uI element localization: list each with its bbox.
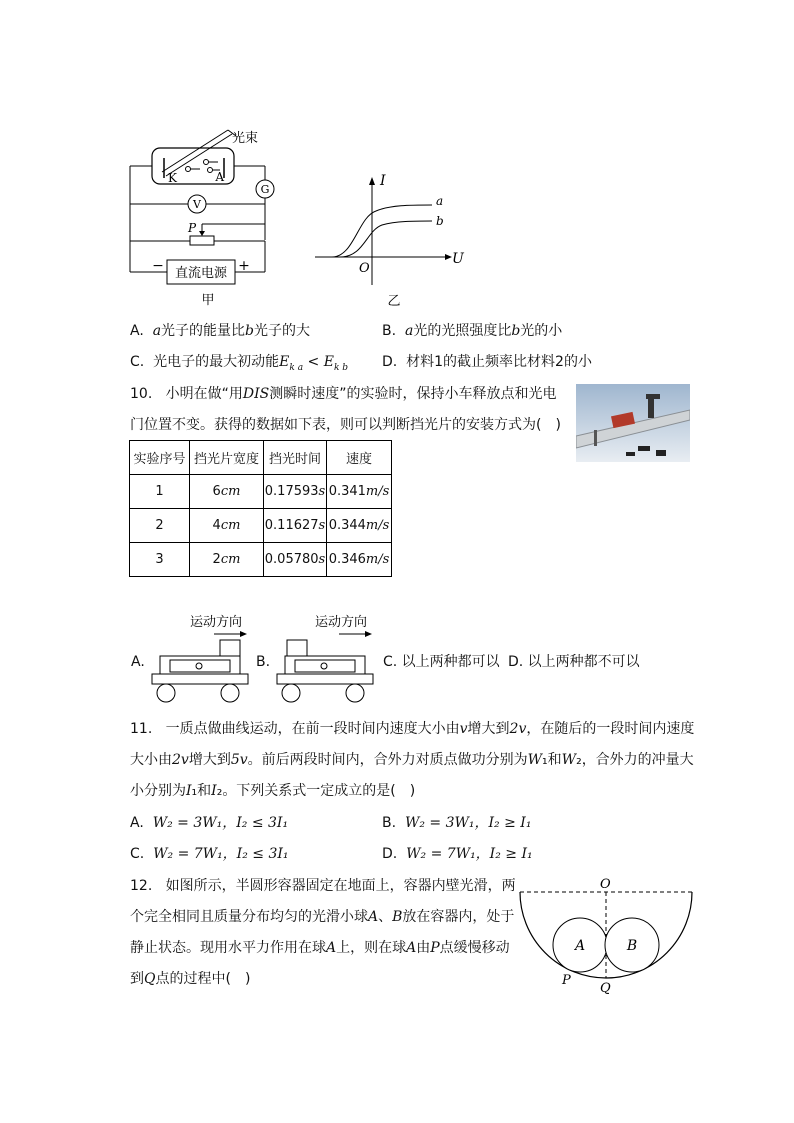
cell-width — [190, 475, 264, 509]
text: ，在随后的一段时间内速度 — [526, 721, 695, 737]
math: 5v — [230, 752, 248, 768]
text: 和 — [547, 752, 562, 768]
math: v — [459, 721, 468, 737]
option-text: 光子的大 — [254, 323, 311, 339]
q11-line-2 — [130, 751, 694, 769]
q10-line-1 — [130, 385, 557, 403]
voltmeter-label: V — [193, 198, 201, 211]
math: P — [430, 940, 440, 956]
text: 放在容器内，处于 — [402, 909, 515, 925]
text: 、 — [378, 909, 393, 925]
option-letter: D. — [382, 846, 398, 862]
plus-sign: + — [238, 258, 250, 274]
point-o-label: O — [600, 877, 611, 892]
q12-line-3 — [130, 939, 510, 957]
q11-option-c[interactable] — [130, 845, 289, 863]
text: 点缓慢移动 — [439, 940, 510, 956]
value: 0.11627 — [264, 518, 319, 533]
unit: s — [318, 552, 326, 567]
text: ，合外力的冲量大 — [581, 752, 694, 768]
text: 。下列关系式一定成立的是( ) — [222, 783, 416, 799]
ball-b-label: B — [626, 938, 638, 954]
option-text: 光的小 — [520, 323, 563, 339]
axis-i-label: I — [380, 173, 386, 189]
question-number: 10. — [130, 386, 153, 402]
text: 一质点做曲线运动，在前一段时间内速度大小由 — [165, 721, 460, 737]
cell-width — [190, 543, 264, 577]
header-cell: 挡光时间 — [264, 441, 327, 475]
math-e: E — [279, 354, 290, 370]
curve-a-label: a — [436, 194, 444, 208]
question-number: 11. — [130, 721, 153, 737]
math: A — [326, 940, 337, 956]
option-expression: W₂ = 3W₁，I₂ ≥ I₁ — [404, 815, 532, 831]
beam-label: 光束 — [232, 131, 259, 146]
q9-option-a[interactable] — [130, 322, 310, 340]
subscript: k b — [333, 362, 349, 373]
point-q-label: Q — [600, 981, 611, 996]
option-text: 光的光照强度比 — [413, 323, 512, 339]
q11-line-1 — [130, 720, 694, 738]
q12-line-1 — [130, 877, 516, 895]
text: 增大到 — [188, 752, 231, 768]
q10-line-2: 门位置不变。获得的数据如下表，则可以判断挡光片的安装方式为( ) — [130, 417, 561, 433]
table-header-row — [130, 441, 392, 475]
ball-a-label: A — [574, 938, 586, 954]
minus-sign: − — [152, 258, 164, 274]
unit: s — [318, 518, 326, 533]
cell-speed — [327, 509, 392, 543]
option-letter: B. — [382, 815, 397, 831]
math: 2v — [509, 721, 527, 737]
cell-time — [264, 475, 327, 509]
value: 2 — [212, 552, 221, 567]
cell-speed — [327, 543, 392, 577]
text: 静止状态。现用水平力作用在球 — [130, 940, 326, 956]
q11-option-b[interactable] — [382, 814, 531, 832]
cell-width — [190, 509, 264, 543]
unit: cm — [220, 518, 241, 533]
var-b: b — [511, 323, 521, 339]
q9-option-c[interactable] — [130, 353, 348, 377]
cell-index: 1 — [130, 475, 190, 509]
text: 上，则在球 — [336, 940, 407, 956]
text: 。前后两段时间内，合外力对质点做功分别为 — [247, 752, 528, 768]
math: I — [211, 783, 217, 799]
unit: m/s — [365, 518, 390, 533]
q11-line-3 — [130, 782, 415, 800]
value: 0.05780 — [264, 552, 319, 567]
math: W — [527, 752, 543, 768]
cell-speed — [327, 475, 392, 509]
text: 由 — [416, 940, 431, 956]
option-letter: B. — [382, 323, 397, 339]
cell-index: 3 — [130, 543, 190, 577]
subscript: ₂ — [576, 752, 582, 768]
table-row — [130, 543, 392, 577]
cell-time — [264, 509, 327, 543]
subscript: ₂ — [216, 783, 223, 799]
q10-option-b-letter[interactable]: B. — [256, 654, 271, 670]
header-cell: 速度 — [327, 441, 392, 475]
text: 点的过程中( ) — [155, 971, 251, 987]
power-label: 直流电源 — [174, 266, 228, 281]
q10-option-d[interactable]: D. 以上两种都不可以 — [508, 654, 640, 670]
q12-line-2 — [130, 908, 514, 926]
q11-option-a[interactable] — [130, 814, 288, 832]
axis-u-label: U — [452, 251, 464, 267]
text: 和 — [197, 783, 212, 799]
unit: s — [318, 484, 326, 499]
math: I — [186, 783, 192, 799]
anode-label: A — [215, 170, 224, 184]
question-number: 12. — [130, 878, 153, 894]
q10-option-a-letter[interactable]: A. — [131, 654, 145, 670]
text: 如图所示，半圆形容器固定在地面上，容器内壁光滑，两 — [165, 878, 516, 894]
text: 测瞬时速度”的实验时，保持小车释放点和光电 — [269, 386, 557, 402]
caption-jia: 甲 — [201, 293, 215, 308]
unit: m/s — [365, 552, 390, 567]
dis-apparatus-photo — [576, 384, 690, 462]
text: 大小由 — [130, 752, 172, 768]
text: 到 — [130, 971, 144, 987]
value: 4 — [212, 518, 221, 533]
iu-graph-figure — [310, 165, 480, 310]
value: 6 — [212, 484, 221, 499]
subscript: k a — [289, 362, 304, 373]
value: 0.17593 — [264, 484, 319, 499]
math: B — [392, 909, 403, 925]
option-letter: D. — [382, 354, 398, 370]
value: 0.346 — [328, 552, 366, 567]
caption-yi: 乙 — [387, 294, 401, 309]
header-cell: 挡光片宽度 — [190, 441, 264, 475]
option-expression: W₂ = 7W₁，I₂ ≥ I₁ — [406, 846, 533, 862]
unit: cm — [220, 484, 241, 499]
table-row — [130, 509, 392, 543]
math: A — [368, 909, 379, 925]
direction-label: 运动方向 — [190, 615, 243, 630]
math: 2v — [172, 752, 189, 768]
cathode-label: K — [168, 171, 177, 185]
point-p-label: P — [562, 973, 571, 988]
q12-line-4 — [130, 970, 250, 988]
text: 个完全相同且质量分布均匀的光滑小球 — [130, 909, 368, 925]
less-than: < — [303, 354, 324, 370]
var-a: a — [152, 323, 162, 339]
dis-term: DIS — [242, 386, 270, 402]
option-text: 材料1的截止频率比材料2的小 — [406, 354, 592, 370]
curve-b-label: b — [436, 214, 444, 228]
option-text: 光电子的最大初动能 — [153, 354, 280, 370]
measurement-table — [129, 440, 392, 577]
unit: m/s — [365, 484, 390, 499]
unit: cm — [220, 552, 241, 567]
value: 0.344 — [328, 518, 366, 533]
option-letter: C. — [130, 354, 145, 370]
hemisphere-container-figure — [510, 872, 700, 997]
photoelectric-circuit-figure — [120, 120, 290, 310]
option-text: 光子的能量比 — [161, 323, 246, 339]
cell-index: 2 — [130, 509, 190, 543]
option-letter: A. — [130, 323, 144, 339]
text: 小分别为 — [130, 783, 186, 799]
cart-diagram-a — [150, 610, 250, 705]
subscript: ₁ — [191, 783, 198, 799]
slider-label: P — [188, 221, 197, 235]
subscript: ₁ — [542, 752, 548, 768]
var-a: a — [404, 323, 414, 339]
option-letter: A. — [130, 815, 144, 831]
math: Q — [144, 971, 156, 987]
q11-option-d[interactable] — [382, 845, 533, 863]
header-cell: 实验序号 — [130, 441, 190, 475]
galvanometer-label: G — [260, 183, 270, 196]
math: W — [561, 752, 577, 768]
value: 0.341 — [328, 484, 366, 499]
direction-label: 运动方向 — [315, 615, 368, 630]
math: A — [406, 940, 417, 956]
cell-time — [264, 543, 327, 577]
text: 增大到 — [467, 721, 510, 737]
table-row — [130, 475, 392, 509]
cart-diagram-b — [275, 610, 377, 705]
text: 小明在做“用 — [165, 386, 243, 402]
q10-option-c[interactable]: C. 以上两种都可以 — [383, 654, 500, 670]
option-letter: C. — [130, 846, 145, 862]
origin-label: O — [359, 261, 370, 276]
q9-option-b[interactable] — [382, 322, 562, 340]
var-b: b — [245, 323, 255, 339]
math-e: E — [323, 354, 334, 370]
option-expression: W₂ = 7W₁，I₂ ≤ 3I₁ — [153, 846, 289, 862]
q9-option-d[interactable] — [382, 353, 592, 371]
option-expression: W₂ = 3W₁，I₂ ≤ 3I₁ — [152, 815, 289, 831]
